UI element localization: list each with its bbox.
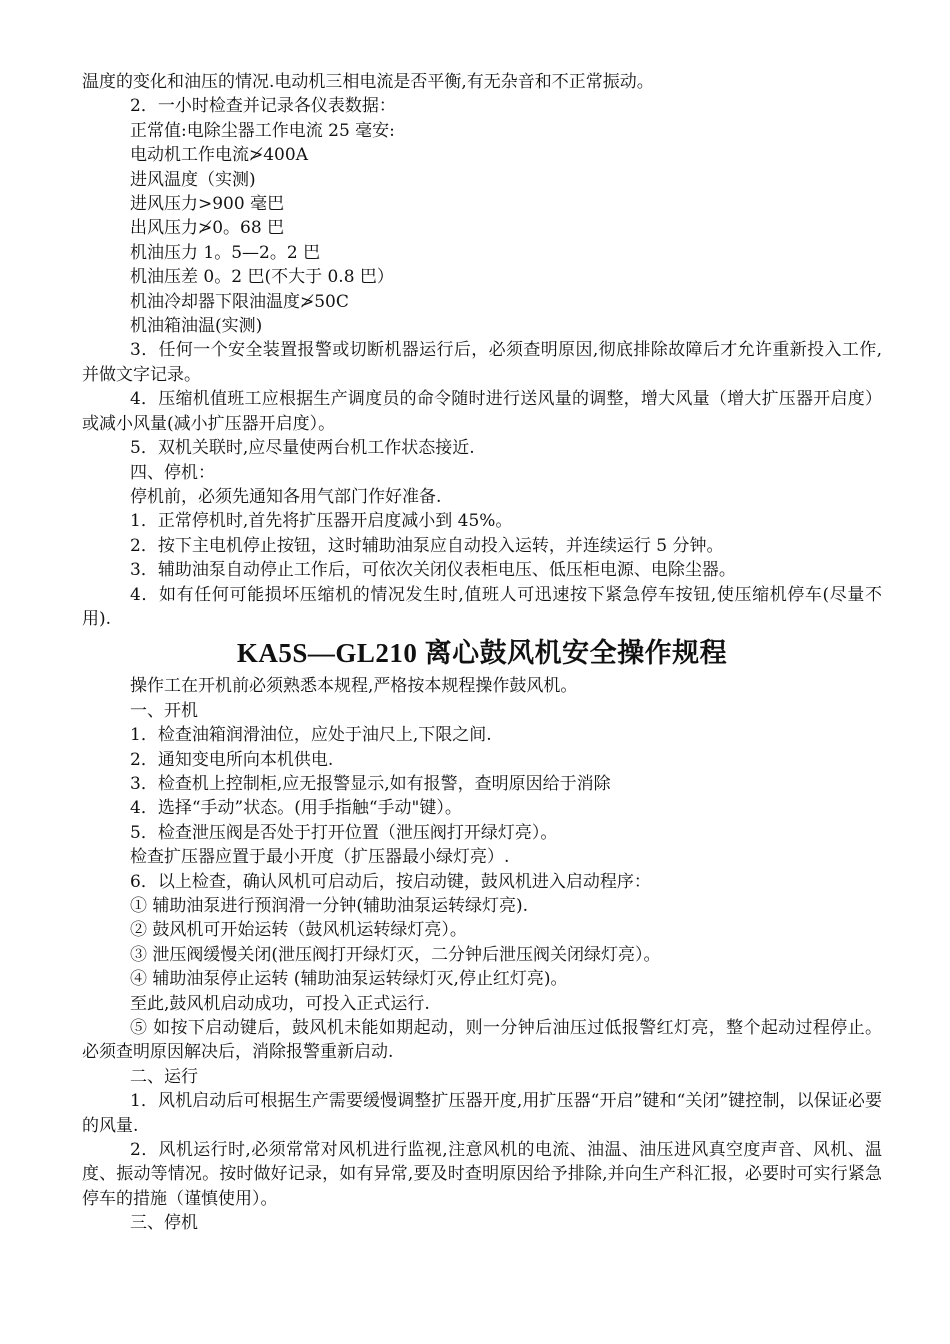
paragraph: 4．选择“手动”状态。(用手指触“手动"键）。 — [130, 798, 462, 819]
section-heading: 四、停机： — [130, 462, 215, 483]
paragraph: 机油压力 1。5—2。2 巴 — [130, 242, 321, 263]
document-title: KA5S—GL210 离心鼓风机安全操作规程 — [236, 638, 728, 669]
paragraph: 电动机工作电流≯400A — [130, 145, 308, 166]
paragraph: 1．正常停机时,首先将扩压器开启度减小到 45%。 — [130, 511, 513, 532]
paragraph: 温度的变化和油压的情况.电动机三相电流是否平衡,有无杂音和不正常振动。 — [82, 72, 654, 92]
paragraph: 机油压差 0。2 巴(不大于 0.8 巴） — [130, 267, 394, 288]
paragraph: 5．双机关联时,应尽量使两台机工作状态接近. — [130, 438, 475, 459]
paragraph: ③ 泄压阀缓慢关闭(泄压阀打开绿灯灭，二分钟后泄压阀关闭绿灯亮）。 — [130, 944, 661, 965]
paragraph: 操作工在开机前必须熟悉本规程,严格按本规程操作鼓风机。 — [130, 676, 578, 697]
paragraph: 进风压力>900 毫巴 — [130, 194, 285, 215]
paragraph: 2．风机运行时,必须常常对风机进行监视,注意风机的电流、油温、油压进风真空度声音、风机、温度、振动等情况。按时做好记录，如有异常,要及时查明原因给予排除,并向生产科汇报，必要时可实行紧急停车的措施（谨慎使用）。 — [82, 1140, 882, 1209]
paragraph: 机油冷却器下限油温度≯50C — [130, 291, 349, 312]
paragraph: 至此,鼓风机启动成功，可投入正式运行. — [130, 993, 430, 1014]
section-heading: 二、运行 — [130, 1066, 198, 1087]
paragraph: 3．任何一个安全装置报警或切断机器运行后，必须查明原因,彻底排除故障后才允许重新投入工作,并做文字记录。 — [82, 340, 882, 385]
paragraph: ② 鼓风机可开始运转（鼓风机运转绿灯亮）。 — [130, 920, 467, 941]
paragraph: 4．如有任何可能损坏压缩机的情况发生时,值班人可迅速按下紧急停车按钮,使压缩机停车(尽量不用). — [82, 584, 882, 629]
section-heading: 三、停机 — [130, 1213, 198, 1234]
paragraph: 检查扩压器应置于最小开度（扩压器最小绿灯亮）. — [130, 847, 510, 868]
paragraph: 出风压力≯0。68 巴 — [130, 218, 285, 239]
paragraph: 2．一小时检查并记录各仪表数据： — [130, 96, 396, 117]
paragraph: 停机前，必须先通知各用气部门作好准备. — [130, 486, 442, 507]
paragraph: 进风温度（实测) — [130, 169, 256, 190]
paragraph: 1．检查油箱润滑油位，应处于油尺上,下限之间. — [130, 725, 492, 746]
paragraph: 机油箱油温(实测) — [130, 316, 263, 337]
paragraph: 正常值:电除尘器工作电流 25 毫安: — [130, 120, 395, 141]
paragraph: 3．检查机上控制柜,应无报警显示,如有报警，查明原因给于消除 — [130, 773, 611, 794]
paragraph: ① 辅助油泵进行预润滑一分钟(辅助油泵运转绿灯亮). — [130, 896, 529, 916]
paragraph: 5．检查泄压阀是否处于打开位置（泄压阀打开绿灯亮）。 — [130, 822, 558, 843]
paragraph: 2．通知变电所向本机供电. — [130, 749, 334, 770]
paragraph: 1．风机启动后可根据生产需要缓慢调整扩压器开度,用扩压器“开启”键和“关闭”键控制，以保证必要的风量. — [82, 1091, 882, 1136]
paragraph: 3．辅助油泵自动停止工作后，可依次关闭仪表柜电压、低压柜电源、电除尘器。 — [130, 560, 736, 581]
paragraph: 2．按下主电机停止按钮，这时辅助油泵应自动投入运转，并连续运行 5 分钟。 — [130, 535, 724, 556]
paragraph: ⑤ 如按下启动键后，鼓风机未能如期起动，则一分钟后油压过低报警红灯亮，整个起动过程停止。必须查明原因解决后，消除报警重新启动. — [82, 1018, 882, 1063]
paragraph: 4．压缩机值班工应根据生产调度员的命令随时进行送风量的调整，增大风量（增大扩压器开启度）或减小风量(减小扩压器开启度）。 — [82, 389, 882, 434]
paragraph: 6．以上检查，确认风机可启动后，按启动键，鼓风机进入启动程序： — [130, 871, 651, 892]
section-heading: 一、开机 — [130, 700, 198, 721]
paragraph: ④ 辅助油泵停止运转 (辅助油泵运转绿灯灭,停止红灯亮)。 — [130, 969, 568, 990]
